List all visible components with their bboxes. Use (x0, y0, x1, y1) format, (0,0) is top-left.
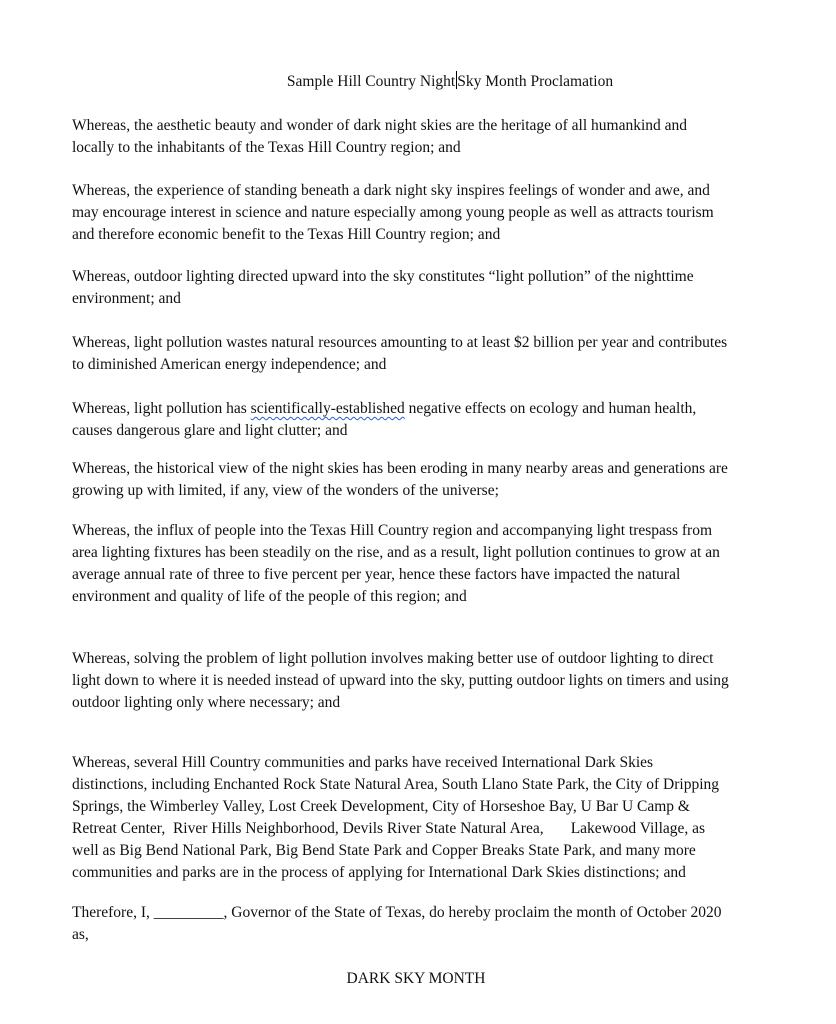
paragraph-line: causes dangerous glare and light clutter; and (72, 422, 348, 439)
paragraph-line: as, (72, 926, 89, 943)
paragraph-line: Whereas, light pollution wastes natural resources amounting to at least $2 billion per year and contributes (72, 334, 728, 351)
paragraph-line: and therefore economic benefit to the Texas Hill Country region; and (72, 226, 501, 243)
paragraph-line: Whereas, the aesthetic beauty and wonder of dark night skies are the heritage of all humankind and (72, 117, 688, 134)
paragraph-line: environment and quality of life of the people of this region; and (72, 588, 467, 605)
whereas-paragraph-solving (72, 648, 782, 714)
paragraph-line: light down to where it is needed instead of upward into the sky, putting outdoor lights on timers and using (72, 672, 729, 689)
document-title (0, 71, 836, 92)
paragraph-line: Whereas, solving the problem of light pollution involves making better use of outdoor lighting to direct (72, 650, 714, 667)
proclamation-heading: DARK SKY MONTH (346, 970, 486, 987)
line-text-before: Whereas, light pollution has (72, 400, 251, 417)
paragraph-line (72, 398, 782, 420)
paragraph-line: distinctions, including Enchanted Rock State Natural Area, South Llano State Park, the City of Dripping (72, 776, 720, 793)
paragraph-line: Whereas, the experience of standing beneath a dark night sky inspires feelings of wonder and awe, and (72, 182, 710, 199)
line-text-after: negative effects on ecology and human health, (404, 400, 697, 417)
whereas-paragraph-negative-effects (72, 398, 782, 442)
paragraph-line: communities and parks are in the process of applying for International Dark Skies distinctions; and (72, 864, 686, 881)
paragraph-line: Springs, the Wimberley Valley, Lost Creek Development, City of Horseshoe Bay, U Bar U Camp & (72, 798, 690, 815)
paragraph-line: may encourage interest in science and nature especially among young people as well as attracts tourism (72, 204, 714, 221)
paragraph-line: outdoor lighting only where necessary; and (72, 694, 341, 711)
whereas-paragraph-wastes-resources (72, 332, 782, 376)
whereas-paragraph-heritage (72, 115, 782, 159)
paragraph-line: Whereas, the influx of people into the Texas Hill Country region and accompanying light trespass from (72, 522, 712, 539)
paragraph-line: Retreat Center, River Hills Neighborhood, Devils River State Natural Area, Lakewood Village, as (72, 820, 706, 837)
paragraph-line: growing up with limited, if any, view of the wonders of the universe; (72, 482, 499, 499)
paragraph-line: Whereas, the historical view of the night skies has been eroding in many nearby areas and generations are (72, 460, 728, 477)
paragraph-line: locally to the inhabitants of the Texas Hill Country region; and (72, 139, 461, 156)
paragraph-line: environment; and (72, 290, 181, 307)
whereas-paragraph-outdoor-lighting (72, 266, 782, 310)
title-text-part2: Sky Month Proclamation (457, 73, 614, 90)
whereas-paragraph-influx (72, 520, 782, 608)
paragraph-line: well as Big Bend National Park, Big Bend State Park and Copper Breaks State Park, and many more (72, 842, 696, 859)
whereas-paragraph-historical-view (72, 458, 782, 502)
paragraph-line: Whereas, outdoor lighting directed upward into the sky constitutes “light pollution” of the nighttime (72, 268, 694, 285)
paragraph-line: average annual rate of three to five percent per year, hence these factors have impacted the natural (72, 566, 681, 583)
paragraph-line: Therefore, I, _________, Governor of the State of Texas, do hereby proclaim the month of October 2020 (72, 904, 722, 921)
paragraph-line: area lighting fixtures has been steadily on the rise, and as a result, light pollution continues to grow at an (72, 544, 720, 561)
paragraph-line: to diminished American energy independence; and (72, 356, 387, 373)
spelling-flagged-word[interactable]: scientifically-established (250, 400, 405, 417)
paragraph-line: Whereas, several Hill Country communities and parks have received International Dark Skies (72, 754, 654, 771)
whereas-paragraph-experience (72, 180, 782, 246)
title-text-part1: Sample Hill Country Night (286, 73, 456, 90)
whereas-paragraph-communities (72, 752, 782, 884)
therefore-paragraph (72, 902, 782, 946)
